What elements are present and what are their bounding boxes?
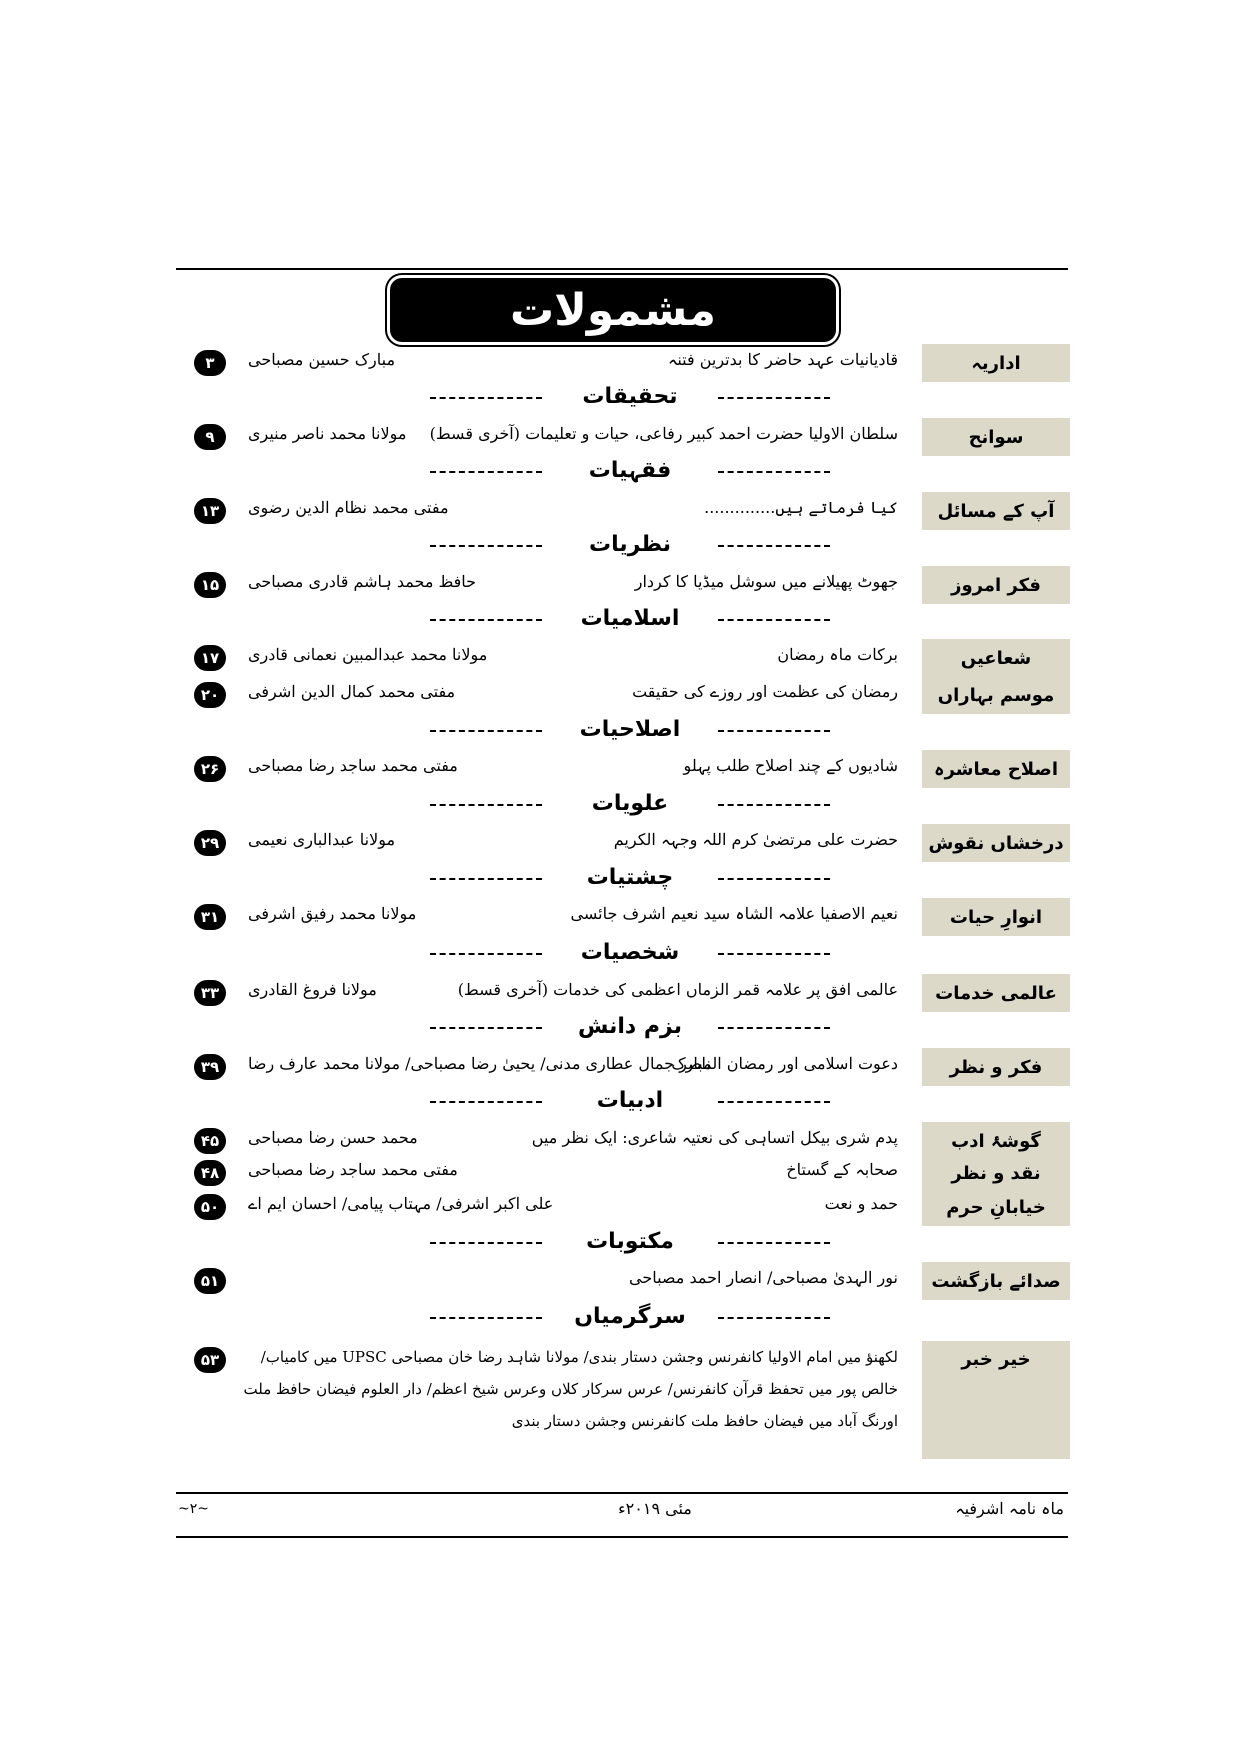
category-label: صدائے بازگشت <box>922 1262 1070 1300</box>
article-author: مولانا عبدالباری نعیمی <box>248 830 396 849</box>
article-title[interactable]: سلطان الاولیا حضرت احمد کبیر رفاعی، حیات و تعلیمات (آخری قسط) <box>429 424 898 443</box>
dash-line <box>430 397 542 399</box>
dash-line <box>430 953 542 955</box>
section-label: اصلاحیات <box>579 717 681 742</box>
section-divider <box>430 386 830 412</box>
category-label: انوارِ حیات <box>922 898 1070 936</box>
section-label: ادبیات <box>596 1088 664 1113</box>
dash-line <box>718 471 830 473</box>
page-number-badge[interactable]: ۱۵ <box>194 572 226 598</box>
footer-page-number: ~۲~ <box>178 1501 209 1517</box>
dash-line <box>718 619 830 621</box>
section-label: تحقیقات <box>582 384 678 409</box>
article-author: محمد حسن رضا مصباحی <box>248 1128 418 1147</box>
footer-rule-top <box>176 1492 1068 1494</box>
page-number-badge[interactable]: ۳۹ <box>194 1054 226 1080</box>
article-title[interactable]: کیا فرماتے ہیں.............. <box>704 498 898 517</box>
category-label: سوانح <box>922 418 1070 456</box>
dash-line <box>718 1027 830 1029</box>
article-author: مبارک حسین مصباحی <box>248 350 396 369</box>
article-author: مفتی محمد کمال الدین اشرفی <box>248 682 456 701</box>
dash-line <box>430 1027 542 1029</box>
section-divider <box>430 942 830 968</box>
article-title[interactable]: حضرت علی مرتضیٰ کرم اللہ وجہہ الکریم <box>613 830 898 849</box>
article-title[interactable]: عالمی افق پر علامہ قمر الزماں اعظمی کی خدمات (آخری قسط) <box>457 980 898 999</box>
section-label: فقہیات <box>588 458 672 483</box>
section-divider <box>430 534 830 560</box>
page-number-badge[interactable]: ۱۷ <box>194 645 226 671</box>
dash-line <box>718 1242 830 1244</box>
page-number-badge[interactable]: ۳ <box>194 350 226 376</box>
footer-date: مئی ۲۰۱۹ء <box>618 1499 692 1518</box>
article-author: مفتی محمد نظام الدین رضوی <box>248 498 449 517</box>
article-author: حافظ محمد ہاشم قادری مصباحی <box>248 572 477 591</box>
category-label: خیابانِ حرم <box>922 1188 1070 1226</box>
article-title[interactable]: برکات ماہ رمضان <box>777 645 898 664</box>
article-author: علی اکبر اشرفی/ مہتاب پیامی/ احسان ایم اے <box>248 1194 554 1213</box>
category-label: آپ کے مسائل <box>922 492 1070 530</box>
dash-line <box>430 1242 542 1244</box>
category-label: گوشۂ ادب <box>922 1122 1070 1160</box>
article-title[interactable]: جھوٹ پھیلانے میں سوشل میڈیا کا کردار <box>634 572 898 591</box>
category-label: درخشاں نقوش <box>922 824 1070 862</box>
section-label: سرگرمیاں <box>574 1304 686 1329</box>
section-label: نظریات <box>588 532 671 557</box>
dash-line <box>718 1101 830 1103</box>
dash-line <box>718 804 830 806</box>
footer-magazine-name: ماہ نامہ اشرفیہ <box>955 1499 1064 1518</box>
category-label: شعاعیں <box>922 639 1070 677</box>
section-label: اسلامیات <box>580 606 680 631</box>
category-label: موسم بہاراں <box>922 676 1070 714</box>
article-author: مولانا محمد رفیق اشرفی <box>248 904 417 923</box>
page-number-badge[interactable]: ۹ <box>194 424 226 450</box>
section-label: بزم دانش <box>578 1014 682 1039</box>
dash-line <box>430 471 542 473</box>
article-title[interactable]: حمد و نعت <box>824 1194 898 1213</box>
page-number-badge[interactable]: ۳۳ <box>194 980 226 1006</box>
top-rule <box>176 268 1068 270</box>
page-number-badge[interactable]: ۵۳ <box>194 1347 226 1373</box>
article-author: مفتی محمد ساجد رضا مصباحی <box>248 756 458 775</box>
category-label: نقد و نظر <box>922 1154 1070 1192</box>
article-title[interactable]: نور الہدیٰ مصباحی/ انصار احمد مصباحی <box>629 1268 898 1287</box>
section-divider <box>430 608 830 634</box>
page-title: مشمولات <box>509 284 717 336</box>
section-label: علویات <box>591 791 669 816</box>
dash-line <box>430 730 542 732</box>
dash-line <box>718 397 830 399</box>
page-number-badge[interactable]: ۲۹ <box>194 830 226 856</box>
dash-line <box>718 730 830 732</box>
article-title[interactable]: قادیانیات عہد حاضر کا بدترین فتنہ <box>667 350 898 369</box>
page-number-badge[interactable]: ۴۵ <box>194 1128 226 1154</box>
section-label: چشتیات <box>586 865 674 890</box>
page-number-badge[interactable]: ۱۳ <box>194 498 226 524</box>
article-title[interactable]: نعیم الاصفیا علامہ الشاہ سید نعیم اشرف جائسی <box>570 904 898 923</box>
article-title[interactable]: صحابہ کے گستاخ <box>786 1160 898 1179</box>
dash-line <box>430 804 542 806</box>
category-label: اداریہ <box>922 344 1070 382</box>
article-title[interactable]: رمضان کی عظمت اور روزے کی حقیقت <box>632 682 898 701</box>
page-number-badge[interactable]: ۲۰ <box>194 682 226 708</box>
title-banner <box>390 278 836 342</box>
article-author: مولانا محمد عبدالمبین نعمانی قادری <box>248 645 488 664</box>
article-title[interactable]: پدم شری بیکل اتساہی کی نعتیہ شاعری: ایک نظر میں <box>531 1128 898 1147</box>
article-author: ناصر جمال عطاری مدنی/ یحییٰ رضا مصباحی/ مولانا محمد عارف رضا <box>248 1054 711 1073</box>
dash-line <box>430 545 542 547</box>
page-number-badge[interactable]: ۴۸ <box>194 1160 226 1186</box>
page-number-badge[interactable]: ۳۱ <box>194 904 226 930</box>
section-divider <box>430 1231 830 1257</box>
section-label: شخصیات <box>580 940 680 965</box>
dash-line <box>430 1101 542 1103</box>
dash-line <box>430 619 542 621</box>
article-title[interactable]: لکھنؤ میں امام الاولیا کانفرنس وجشن دستار بندی/ مولانا شاہد رضا خان مصباحی UPSC میں کامیاب/ خالص پور میں تحفظ قرآن کانفرنس/ عرس سرکار کلاں وعرس شیخ اعظم/ دار العلوم فیضان حافظ ملت اورنگ آباد میں فیضان حافظ ملت کانفرنس وجشن دستار بندی <box>243 1348 898 1430</box>
page-number-badge[interactable]: ۵۱ <box>194 1268 226 1294</box>
section-divider <box>430 793 830 819</box>
section-label: مکتوبات <box>586 1229 674 1254</box>
page-number-badge[interactable]: ۵۰ <box>194 1194 226 1220</box>
category-label: اصلاح معاشرہ <box>922 750 1070 788</box>
dash-line <box>430 878 542 880</box>
article-author: مولانا محمد ناصر منیری <box>248 424 407 443</box>
section-divider <box>430 867 830 893</box>
dash-line <box>430 1317 542 1319</box>
article-title[interactable]: دعوت اسلامی اور رمضان المبارک <box>671 1054 898 1073</box>
dash-line <box>718 953 830 955</box>
dash-line <box>718 878 830 880</box>
article-author: مفتی محمد ساجد رضا مصباحی <box>248 1160 458 1179</box>
category-label: فکر و نظر <box>922 1048 1070 1086</box>
category-label: عالمی خدمات <box>922 974 1070 1012</box>
section-divider <box>430 1306 830 1332</box>
section-divider <box>430 460 830 486</box>
section-divider <box>430 1090 830 1116</box>
dash-line <box>718 545 830 547</box>
section-divider <box>430 1016 830 1042</box>
article-title[interactable]: شادیوں کے چند اصلاح طلب پہلو <box>683 756 898 775</box>
footer-rule-bottom <box>176 1536 1068 1538</box>
dash-line <box>718 1317 830 1319</box>
page-number-badge[interactable]: ۲۶ <box>194 756 226 782</box>
section-divider <box>430 719 830 745</box>
category-label: خیر خبر <box>922 1341 1070 1459</box>
category-label: فکر امروز <box>922 566 1070 604</box>
article-author: مولانا فروغ القادری <box>248 980 377 999</box>
